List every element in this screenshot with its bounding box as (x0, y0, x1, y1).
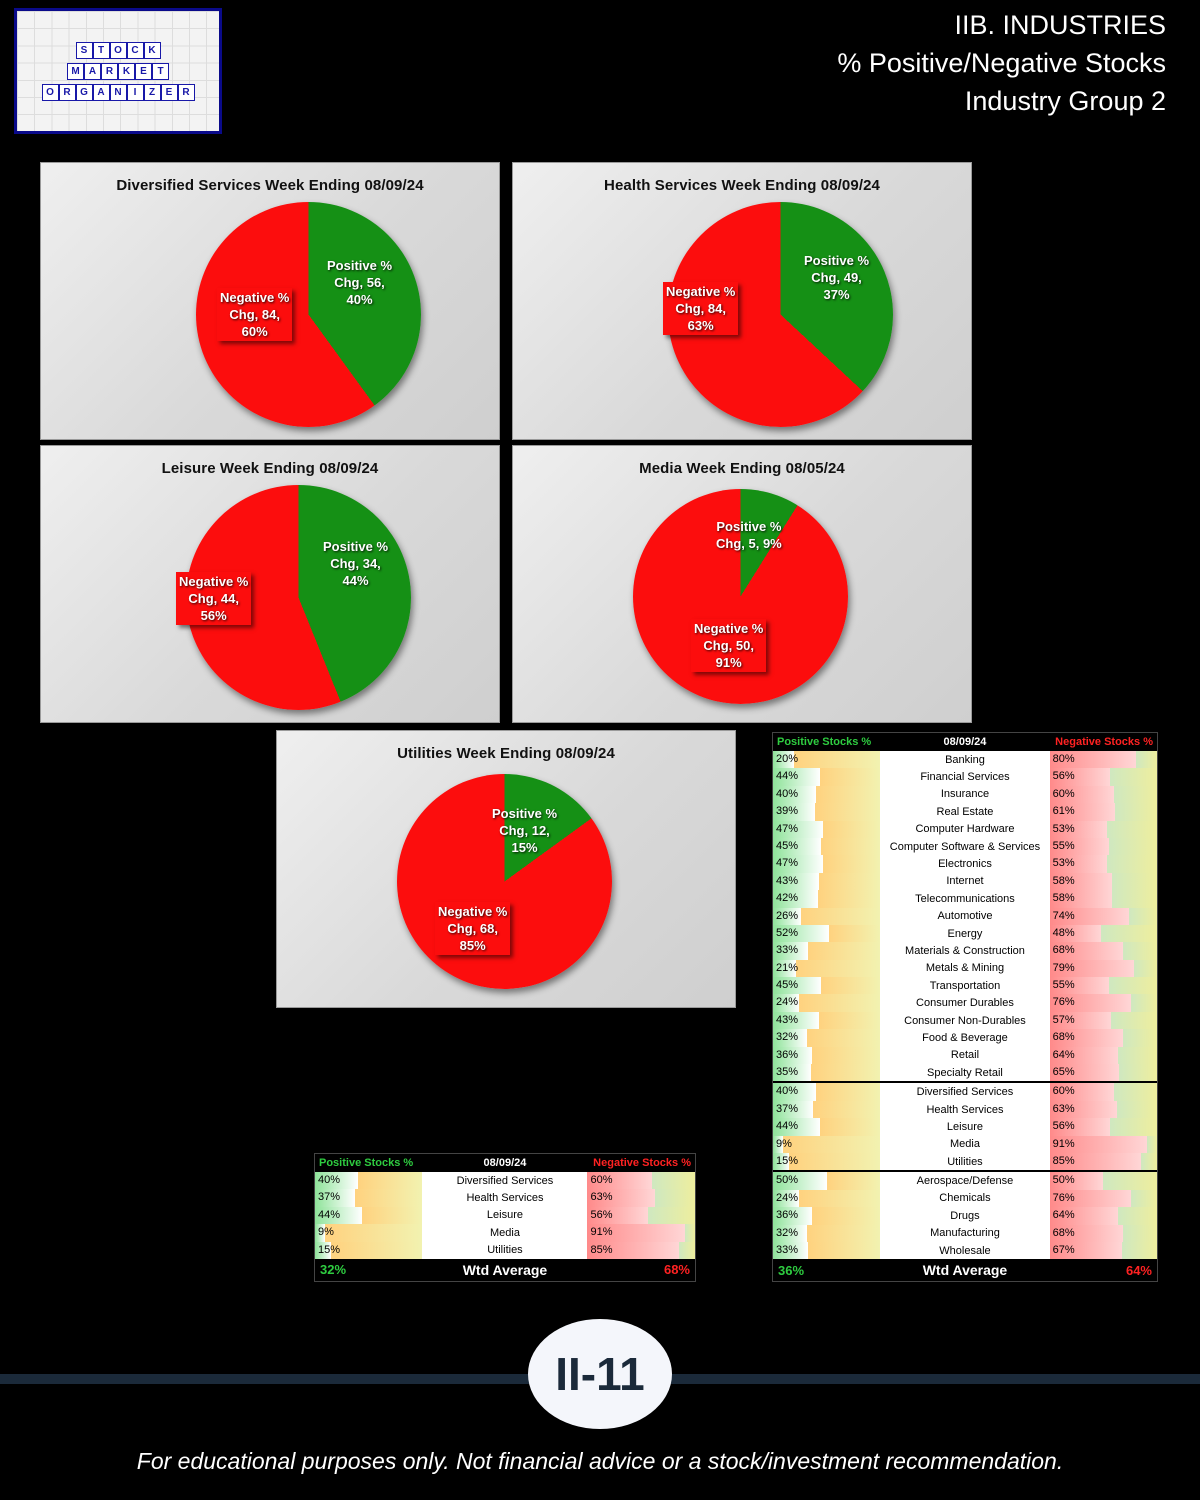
cell-negative: 91% (587, 1224, 695, 1241)
table-row (773, 1242, 1157, 1259)
cell-negative: 63% (1050, 1101, 1157, 1118)
cell-industry-name: Banking (880, 751, 1049, 768)
footer-negative: 64% (1050, 1259, 1157, 1281)
header-negative: Negative Stocks % (1050, 733, 1157, 751)
logo-letter: E (161, 84, 178, 101)
cell-industry-name: Automotive (880, 908, 1049, 925)
table-row (315, 1172, 695, 1189)
cell-industry-name: Electronics (880, 855, 1049, 872)
chart-panel-utilities (276, 730, 736, 1008)
table-row (773, 803, 1157, 820)
cell-negative: 80% (1050, 751, 1157, 768)
logo-letter: T (152, 63, 169, 80)
cell-positive: 50% (773, 1172, 880, 1189)
logo-word-stock (76, 42, 161, 59)
cell-industry-name: Manufacturing (880, 1225, 1049, 1242)
page-badge: II-11 (528, 1319, 672, 1429)
logo-letter: K (144, 42, 161, 59)
title-line-2: % Positive/Negative Stocks (837, 48, 1166, 78)
cell-positive: 43% (773, 873, 880, 890)
cell-positive: 37% (315, 1189, 422, 1206)
cell-positive: 33% (773, 1242, 880, 1259)
table-row (773, 768, 1157, 785)
table-row (773, 1064, 1157, 1081)
cell-industry-name: Diversified Services (422, 1172, 587, 1189)
cell-industry-name: Aerospace/Defense (880, 1172, 1049, 1189)
disclaimer-text: For educational purposes only. Not financial advice or a stock/investment recommendation. (136, 1448, 1064, 1474)
cell-negative: 65% (1050, 1064, 1157, 1081)
header-date: 08/09/24 (422, 1154, 587, 1172)
table-row (315, 1242, 695, 1259)
chart-panel-media (512, 445, 972, 723)
pie-label-negative: Negative % Chg, 50, 91% (691, 619, 766, 672)
cell-positive: 42% (773, 890, 880, 907)
cell-positive: 40% (315, 1172, 422, 1189)
cell-positive: 37% (773, 1101, 880, 1118)
cell-positive: 43% (773, 1012, 880, 1029)
cell-industry-name: Leisure (422, 1207, 587, 1224)
table-row (773, 821, 1157, 838)
cell-negative: 91% (1050, 1136, 1157, 1153)
cell-positive: 40% (773, 786, 880, 803)
cell-industry-name: Media (422, 1224, 587, 1241)
cell-negative: 56% (1050, 768, 1157, 785)
cell-positive: 36% (773, 1047, 880, 1064)
table-row (773, 1153, 1157, 1170)
cell-industry-name: Health Services (422, 1189, 587, 1206)
cell-positive: 15% (773, 1153, 880, 1170)
cell-industry-name: Chemicals (880, 1190, 1049, 1207)
table-header-row (773, 733, 1157, 751)
logo-letter: G (76, 84, 93, 101)
table-row (773, 1083, 1157, 1100)
cell-negative: 60% (1050, 1083, 1157, 1100)
table-row (773, 1136, 1157, 1153)
table-row (773, 1172, 1157, 1189)
cell-negative: 56% (587, 1207, 695, 1224)
table-row (773, 1190, 1157, 1207)
cell-positive: 45% (773, 838, 880, 855)
cell-negative: 76% (1050, 1190, 1157, 1207)
chart-panel-diversified-services (40, 162, 500, 440)
cell-negative: 85% (587, 1242, 695, 1259)
chart-title: Media Week Ending 08/05/24 (639, 460, 845, 477)
table-row (773, 994, 1157, 1011)
table-row (773, 1225, 1157, 1242)
cell-negative: 57% (1050, 1012, 1157, 1029)
cell-negative: 55% (1050, 977, 1157, 994)
table-row (773, 873, 1157, 890)
logo-letter: A (84, 63, 101, 80)
cell-positive: 15% (315, 1242, 422, 1259)
chart-title: Health Services Week Ending 08/09/24 (604, 177, 880, 194)
cell-industry-name: Wholesale (880, 1242, 1049, 1259)
cell-industry-name: Computer Software & Services (880, 838, 1049, 855)
title-line-1: IIB. INDUSTRIES (954, 10, 1166, 40)
cell-industry-name: Internet (880, 873, 1049, 890)
cell-negative: 55% (1050, 838, 1157, 855)
cell-positive: 9% (315, 1224, 422, 1241)
cell-positive: 24% (773, 994, 880, 1011)
table-row (773, 1047, 1157, 1064)
logo-letter: I (127, 84, 144, 101)
cell-positive: 47% (773, 821, 880, 838)
logo-word-organizer (42, 84, 195, 101)
chart-title: Leisure Week Ending 08/09/24 (161, 460, 379, 477)
cell-positive: 35% (773, 1064, 880, 1081)
cell-industry-name: Insurance (880, 786, 1049, 803)
cell-positive: 44% (773, 768, 880, 785)
cell-positive: 52% (773, 925, 880, 942)
table-row (773, 942, 1157, 959)
chart-title: Utilities Week Ending 08/09/24 (397, 745, 615, 762)
cell-industry-name: Leisure (880, 1118, 1049, 1135)
chart-panel-health-services (512, 162, 972, 440)
table-row (773, 1029, 1157, 1046)
logo-word-market (67, 63, 169, 80)
cell-positive: 45% (773, 977, 880, 994)
logo-letter: C (127, 42, 144, 59)
table-row (315, 1224, 695, 1241)
cell-positive: 36% (773, 1207, 880, 1224)
header-positive: Positive Stocks % (315, 1154, 422, 1172)
cell-positive: 32% (773, 1225, 880, 1242)
table-footer-row (773, 1259, 1157, 1281)
cell-positive: 47% (773, 855, 880, 872)
logo-letter: R (101, 63, 118, 80)
chart-panel-leisure (40, 445, 500, 723)
cell-negative: 68% (1050, 1029, 1157, 1046)
cell-negative: 63% (587, 1189, 695, 1206)
table-row (773, 786, 1157, 803)
cell-industry-name: Energy (880, 925, 1049, 942)
cell-negative: 56% (1050, 1118, 1157, 1135)
cell-industry-name: Computer Hardware (880, 821, 1049, 838)
cell-negative: 64% (1050, 1047, 1157, 1064)
cell-industry-name: Specialty Retail (880, 1064, 1049, 1081)
cell-industry-name: Real Estate (880, 803, 1049, 820)
cell-industry-name: Retail (880, 1047, 1049, 1064)
logo (14, 8, 222, 134)
table-row (773, 1012, 1157, 1029)
chart-title: Diversified Services Week Ending 08/09/24 (116, 177, 424, 194)
cell-industry-name: Diversified Services (880, 1083, 1049, 1100)
pie-label-negative: Negative % Chg, 68, 85% (435, 902, 510, 955)
pie-label-positive: Positive % Chg, 49, 37% (804, 253, 870, 302)
cell-positive: 39% (773, 803, 880, 820)
cell-negative: 58% (1050, 873, 1157, 890)
cell-industry-name: Food & Beverage (880, 1029, 1049, 1046)
cell-positive: 33% (773, 942, 880, 959)
cell-negative: 60% (587, 1172, 695, 1189)
pie-label-positive: Positive % Chg, 5, 9% (716, 519, 782, 551)
logo-letter: T (93, 42, 110, 59)
logo-letter: R (178, 84, 195, 101)
cell-positive: 21% (773, 960, 880, 977)
cell-positive: 20% (773, 751, 880, 768)
cell-positive: 9% (773, 1136, 880, 1153)
table-row (773, 890, 1157, 907)
table-row (773, 925, 1157, 942)
cell-negative: 76% (1050, 994, 1157, 1011)
table-footer-row (315, 1259, 695, 1281)
logo-letter: R (59, 84, 76, 101)
table-row (773, 1207, 1157, 1224)
title-line-3: Industry Group 2 (964, 86, 1166, 116)
cell-negative: 61% (1050, 803, 1157, 820)
logo-letter: O (42, 84, 59, 101)
logo-letter: S (76, 42, 93, 59)
all-industries-table (772, 732, 1158, 1282)
cell-industry-name: Financial Services (880, 768, 1049, 785)
table-row (315, 1207, 695, 1224)
cell-industry-name: Consumer Non-Durables (880, 1012, 1049, 1029)
cell-negative: 67% (1050, 1242, 1157, 1259)
cell-industry-name: Metals & Mining (880, 960, 1049, 977)
footer-label: Wtd Average (880, 1259, 1049, 1281)
header-negative: Negative Stocks % (587, 1154, 695, 1172)
cell-negative: 60% (1050, 786, 1157, 803)
cell-industry-name: Utilities (422, 1242, 587, 1259)
cell-negative: 64% (1050, 1207, 1157, 1224)
group-summary-table (314, 1153, 696, 1282)
table-row (773, 977, 1157, 994)
cell-negative: 48% (1050, 925, 1157, 942)
logo-letter: O (110, 42, 127, 59)
cell-industry-name: Health Services (880, 1101, 1049, 1118)
cell-negative: 53% (1050, 855, 1157, 872)
cell-negative: 58% (1050, 890, 1157, 907)
cell-industry-name: Media (880, 1136, 1049, 1153)
cell-industry-name: Transportation (880, 977, 1049, 994)
logo-letter: E (135, 63, 152, 80)
cell-positive: 26% (773, 908, 880, 925)
cell-negative: 50% (1050, 1172, 1157, 1189)
pie-label-positive: Positive % Chg, 12, 15% (492, 806, 558, 855)
pie-label-negative: Negative % Chg, 44, 56% (176, 572, 251, 625)
cell-negative: 79% (1050, 960, 1157, 977)
cell-negative: 53% (1050, 821, 1157, 838)
cell-positive: 44% (773, 1118, 880, 1135)
cell-negative: 85% (1050, 1153, 1157, 1170)
pie-label-positive: Positive % Chg, 34, 44% (323, 539, 389, 588)
cell-positive: 24% (773, 1190, 880, 1207)
table-row (315, 1189, 695, 1206)
logo-letter: N (110, 84, 127, 101)
table-row (773, 855, 1157, 872)
pie-label-negative: Negative % Chg, 84, 63% (663, 282, 738, 335)
cell-negative: 74% (1050, 908, 1157, 925)
cell-negative: 68% (1050, 1225, 1157, 1242)
table-row (773, 908, 1157, 925)
table-row (773, 960, 1157, 977)
cell-industry-name: Telecommunications (880, 890, 1049, 907)
header-date: 08/09/24 (880, 733, 1049, 751)
cell-positive: 44% (315, 1207, 422, 1224)
page-title (837, 6, 1166, 120)
cell-industry-name: Drugs (880, 1207, 1049, 1224)
table-row (773, 838, 1157, 855)
pie-label-positive: Positive % Chg, 56, 40% (327, 258, 393, 307)
footer-negative: 68% (587, 1259, 695, 1281)
logo-letter: M (67, 63, 84, 80)
table-header-row (315, 1154, 695, 1172)
footer-label: Wtd Average (422, 1259, 587, 1281)
cell-negative: 68% (1050, 942, 1157, 959)
cell-industry-name: Consumer Durables (880, 994, 1049, 1011)
cell-positive: 40% (773, 1083, 880, 1100)
pie-label-negative: Negative % Chg, 84, 60% (217, 288, 292, 341)
table-row (773, 1118, 1157, 1135)
footer-positive: 36% (773, 1259, 880, 1281)
cell-industry-name: Materials & Construction (880, 942, 1049, 959)
logo-letter: A (93, 84, 110, 101)
footer-positive: 32% (315, 1259, 422, 1281)
table-row (773, 751, 1157, 768)
cell-industry-name: Utilities (880, 1153, 1049, 1170)
cell-positive: 32% (773, 1029, 880, 1046)
logo-letter: Z (144, 84, 161, 101)
logo-letter: K (118, 63, 135, 80)
table-row (773, 1101, 1157, 1118)
header-positive: Positive Stocks % (773, 733, 880, 751)
